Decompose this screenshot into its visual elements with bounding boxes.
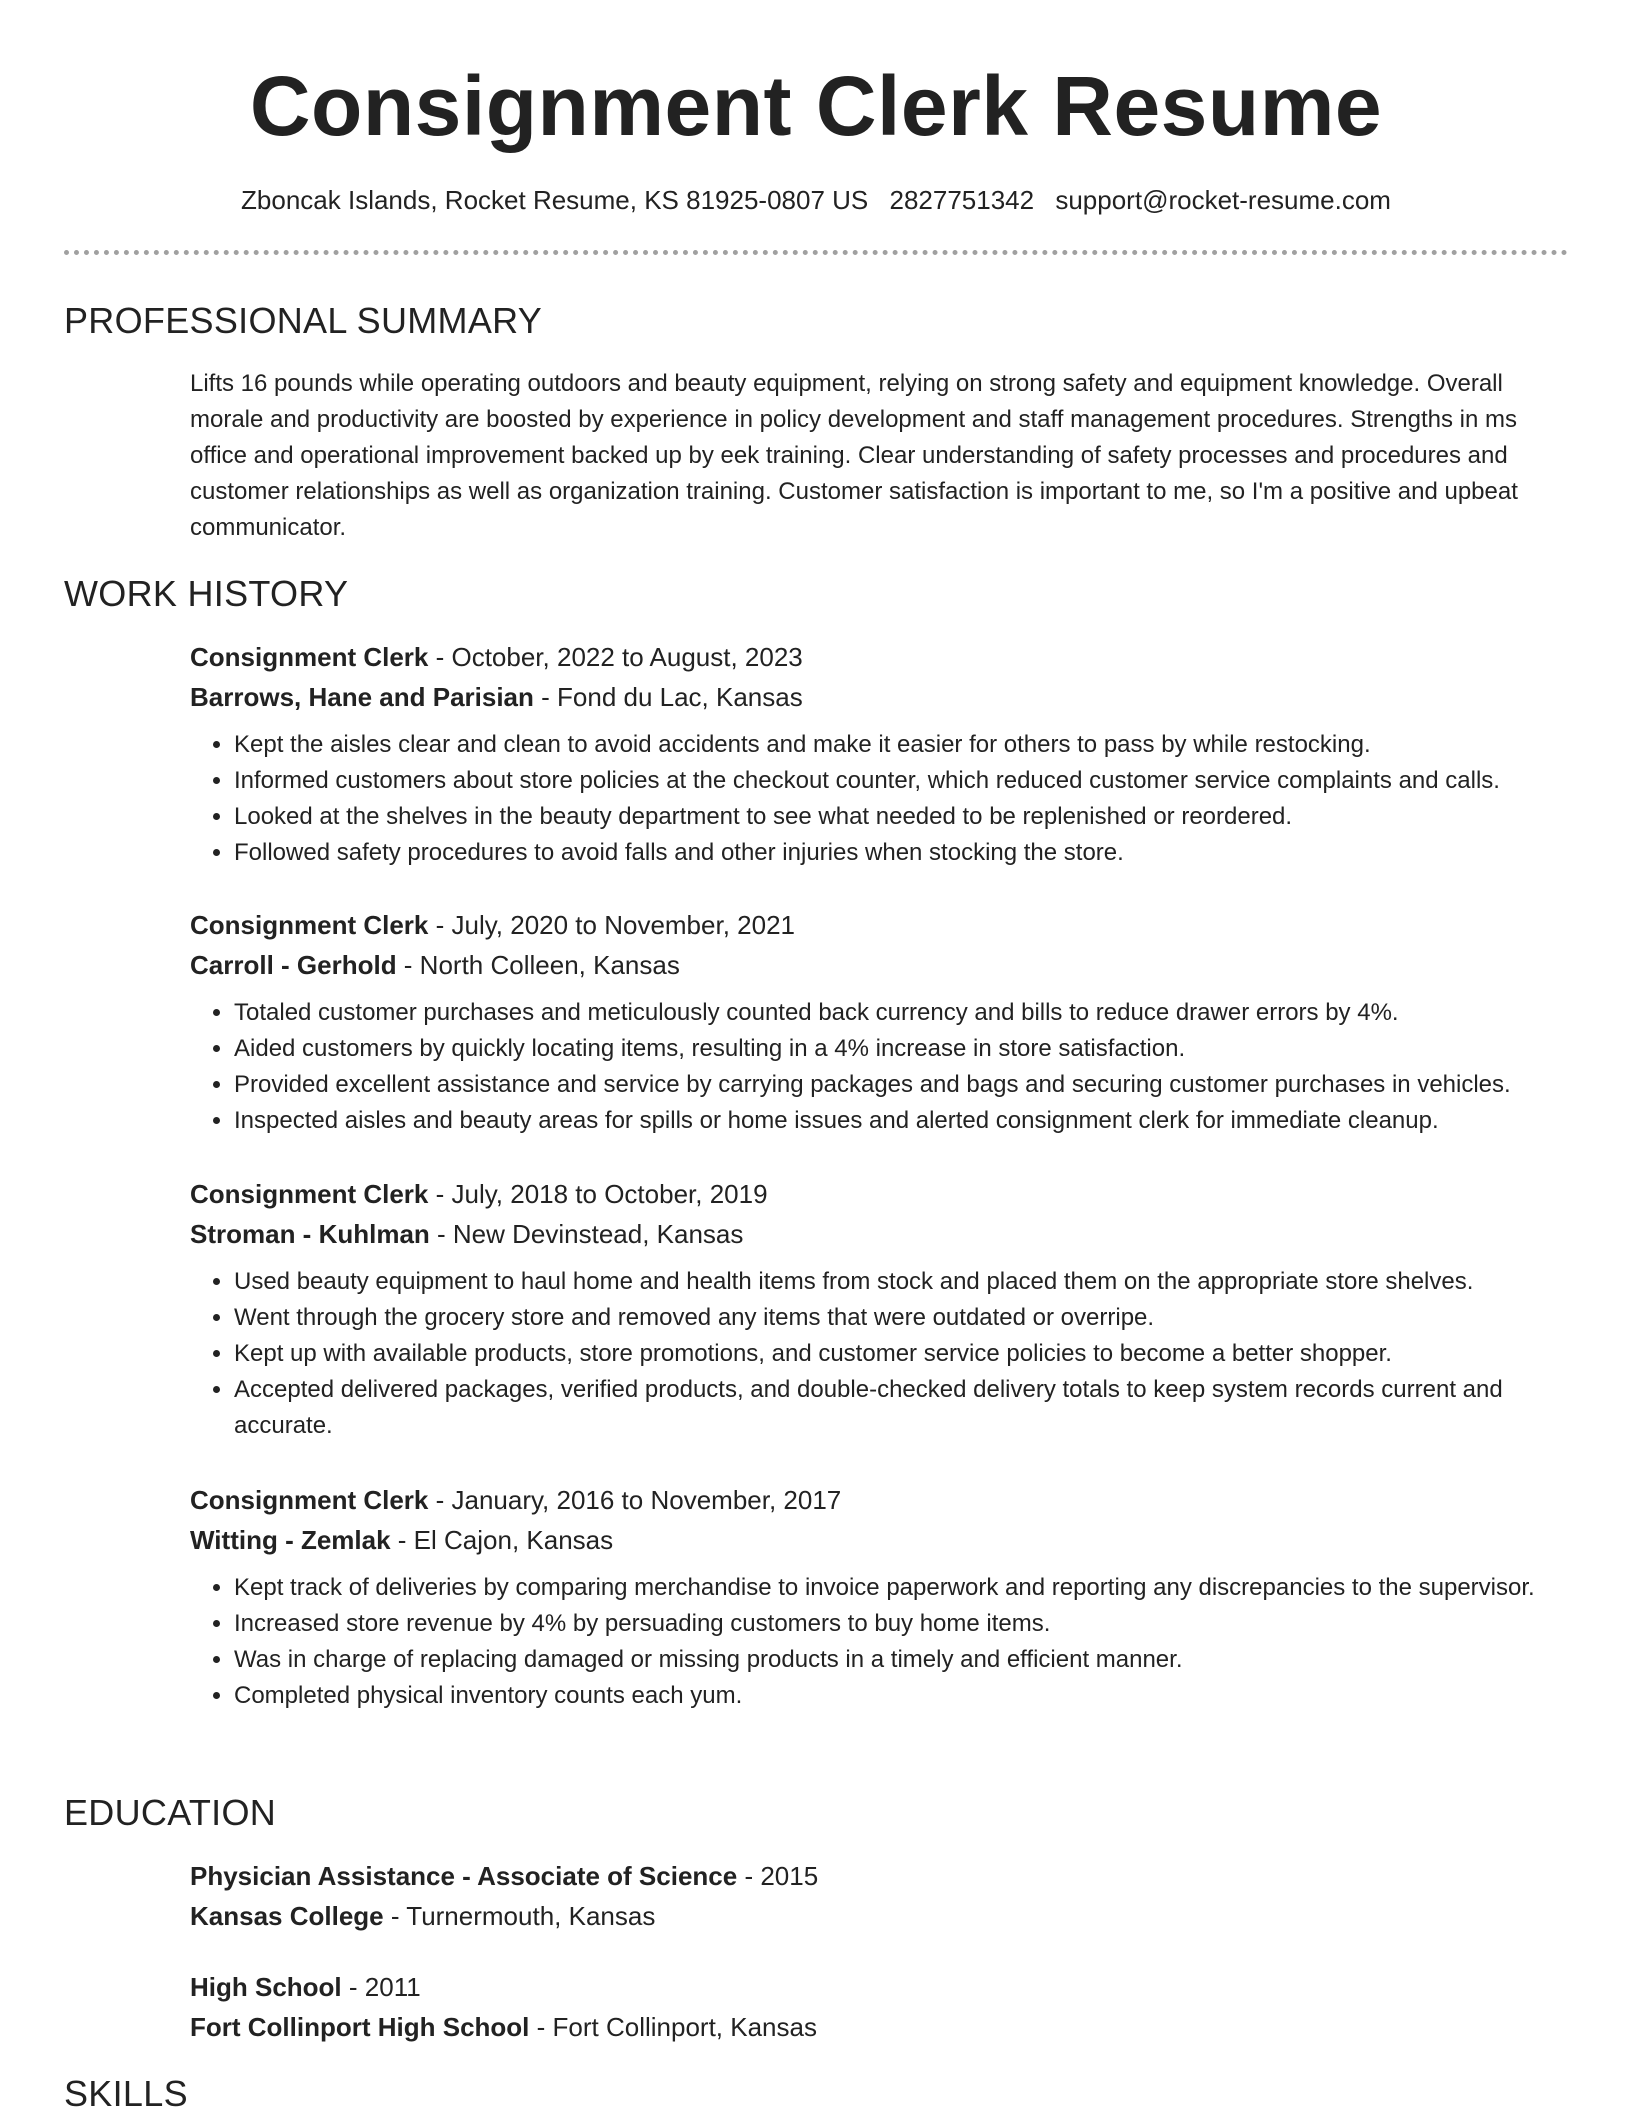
job-bullets	[190, 727, 1570, 871]
education-location: - Fort Collinport, Kansas	[529, 2012, 817, 2042]
job-entry	[190, 1174, 1570, 1444]
section-title-education: EDUCATION	[64, 1792, 277, 1833]
education-school-line	[190, 2007, 1570, 2047]
education-year: - 2015	[737, 1861, 819, 1891]
job-bullets	[190, 1570, 1570, 1714]
job-bullets	[190, 995, 1570, 1139]
job-bullet: • Went through the grocery store and removed any items that were outdated or overripe.	[234, 1300, 1570, 1336]
education-degree: High School	[190, 1972, 342, 2002]
job-bullets	[190, 1264, 1570, 1444]
education-year: - 2011	[341, 1972, 421, 2002]
job-bullet: • Kept the aisles clear and clean to avoid accidents and make it easier for others to pass by while restocking.	[234, 727, 1570, 763]
job-company-line	[190, 1520, 1570, 1560]
job-bullet: • Provided excellent assistance and service by carrying packages and bags and securing customer purchases in vehicles.	[234, 1067, 1570, 1103]
job-dates: - January, 2016 to November, 2017	[428, 1485, 842, 1515]
job-bullet: • Accepted delivered packages, verified products, and double-checked delivery totals to keep system records current and accurate.	[234, 1372, 1570, 1444]
job-company: Carroll - Gerhold	[190, 950, 397, 980]
job-dates: - July, 2018 to October, 2019	[428, 1179, 768, 1209]
education-location: - Turnermouth, Kansas	[383, 1901, 656, 1931]
job-company: Stroman - Kuhlman	[190, 1219, 430, 1249]
job-bullet: • Kept up with available products, store promotions, and customer service policies to become a better shopper.	[234, 1336, 1570, 1372]
education-entry	[190, 1856, 1570, 1936]
job-bullet: • Totaled customer purchases and meticulously counted back currency and bills to reduce drawer errors by 4%.	[234, 995, 1570, 1031]
education-school: Kansas College	[190, 1901, 384, 1931]
job-location: - Fond du Lac, Kansas	[533, 682, 803, 712]
job-company: Witting - Zemlak	[190, 1525, 391, 1555]
job-title: Consignment Clerk	[190, 910, 429, 940]
job-bullet: • Looked at the shelves in the beauty department to see what needed to be replenished or reordered.	[234, 799, 1570, 835]
section-title-summary: PROFESSIONAL SUMMARY	[64, 300, 543, 341]
education-degree: Physician Assistance - Associate of Science	[190, 1861, 738, 1891]
section-title-work-history: WORK HISTORY	[64, 573, 349, 614]
job-bullet: • Used beauty equipment to haul home and health items from stock and placed them on the appropriate store shelves.	[234, 1264, 1570, 1300]
job-company-line	[190, 1214, 1570, 1254]
job-location: - North Colleen, Kansas	[396, 950, 680, 980]
header-divider	[64, 250, 1568, 255]
job-bullet: • Increased store revenue by 4% by persuading customers to buy home items.	[234, 1606, 1570, 1642]
job-dates: - July, 2020 to November, 2021	[428, 910, 795, 940]
job-dates: - October, 2022 to August, 2023	[428, 642, 803, 672]
contact-address: Zboncak Islands, Rocket Resume, KS 81925-0807 US	[241, 185, 869, 215]
job-title-line	[190, 1174, 1570, 1214]
job-company-line	[190, 945, 1570, 985]
education-school-line	[190, 1896, 1570, 1936]
contact-line	[0, 180, 1632, 220]
job-bullet: • Followed safety procedures to avoid falls and other injuries when stocking the store.	[234, 835, 1570, 871]
job-location: - El Cajon, Kansas	[390, 1525, 614, 1555]
job-entry	[190, 637, 1570, 871]
job-bullet: • Inspected aisles and beauty areas for spills or home issues and alerted consignment clerk for immediate cleanup.	[234, 1103, 1570, 1139]
resume-title: Consignment Clerk Resume	[249, 59, 1383, 153]
section-title-skills: SKILLS	[64, 2073, 188, 2114]
job-title-line	[190, 637, 1570, 677]
contact-email: support@rocket-resume.com	[1055, 185, 1391, 215]
job-entry	[190, 1480, 1570, 1714]
job-title-line	[190, 905, 1570, 945]
job-company-line	[190, 677, 1570, 717]
summary-text: Lifts 16 pounds while operating outdoors and beauty equipment, relying on strong safety and equipment knowledge. Overall morale and productivity are boosted by experience in policy development and staff management procedures. Strengths in ms office and operational improvement backed up by eek training. Clear understanding of safety processes and procedures and customer relationships as well as organization training. Customer satisfaction is important to me, so I'm a positive and upbeat communicator.	[190, 370, 1518, 541]
job-bullet: • Informed customers about store policies at the checkout counter, which reduced customer service complaints and calls.	[234, 763, 1570, 799]
education-degree-line	[190, 1856, 1570, 1896]
job-bullet: • Was in charge of replacing damaged or missing products in a timely and efficient manner.	[234, 1642, 1570, 1678]
job-bullet: • Completed physical inventory counts each yum.	[234, 1678, 1570, 1714]
job-location: - New Devinstead, Kansas	[429, 1219, 744, 1249]
job-title-line	[190, 1480, 1570, 1520]
job-company: Barrows, Hane and Parisian	[190, 682, 534, 712]
job-bullet: • Aided customers by quickly locating items, resulting in a 4% increase in store satisfaction.	[234, 1031, 1570, 1067]
contact-phone: 2827751342	[889, 185, 1035, 215]
job-bullet: • Kept track of deliveries by comparing merchandise to invoice paperwork and reporting any discrepancies to the supervisor.	[234, 1570, 1570, 1606]
education-entry	[190, 1967, 1570, 2047]
education-school: Fort Collinport High School	[190, 2012, 530, 2042]
job-title: Consignment Clerk	[190, 642, 429, 672]
education-degree-line	[190, 1967, 1570, 2007]
job-title: Consignment Clerk	[190, 1179, 429, 1209]
job-entry	[190, 905, 1570, 1139]
job-title: Consignment Clerk	[190, 1485, 429, 1515]
